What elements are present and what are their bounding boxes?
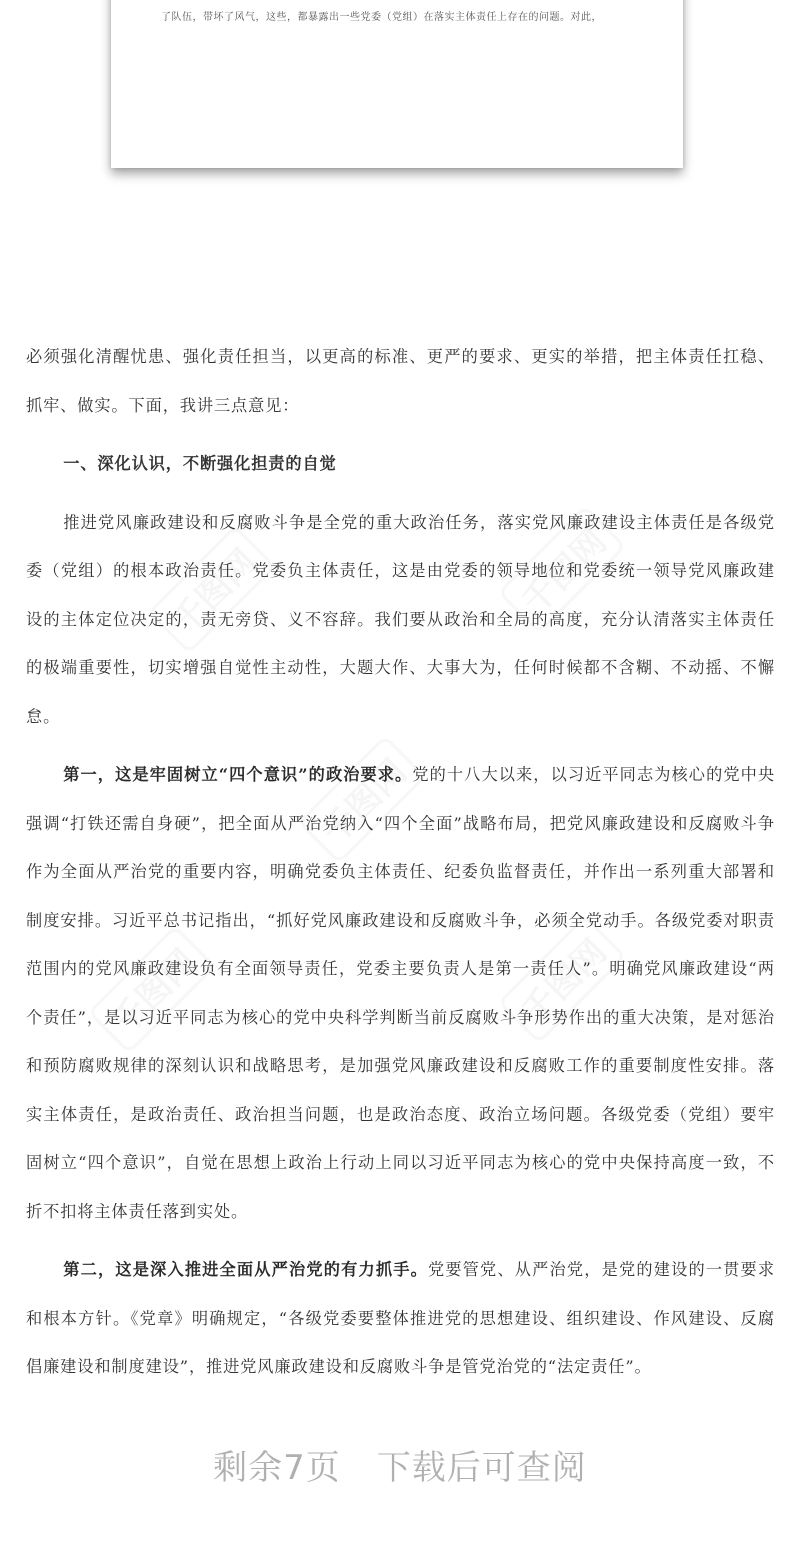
section-heading: 一、深化认识，不断强化担责的自觉 xyxy=(63,454,337,473)
document-body xyxy=(26,333,775,1402)
watermark: 千图网 xyxy=(87,925,216,1054)
document-preview-page xyxy=(111,0,683,168)
watermark: 千图网 xyxy=(497,505,626,634)
point-lead: 第二，这是深入推进全面从严治党的有力抓手。 xyxy=(63,1260,428,1279)
download-hint-label: 下载后可查阅 xyxy=(376,1448,587,1488)
watermark: 千图网 xyxy=(147,525,276,654)
intro-paragraph: 必须强化清醒忧患、强化责任担当，以更高的标准、更严的要求、更实的举措，把主体责任扛稳、抓牢、做实。下面，我讲三点意见： xyxy=(26,347,775,415)
watermark: 千图网 xyxy=(497,915,626,1044)
section-paragraph: 推进党风廉政建设和反腐败斗争是全党的重大政治任务，落实党风廉政建设主体责任是各级党委（党组）的根本政治责任。党委负主体责任，这是由党委的领导地位和党委统一领导党风廉政建设的主体定位决定的，责无旁贷、义不容辞。我们要从政治和全局的高度，充分认清落实主体责任的极端重要性，切实增强自觉性主动性，大题大作、大事大为，任何时候都不含糊、不动摇、不懈怠。 xyxy=(26,512,775,726)
watermark: 千图网 xyxy=(297,735,426,864)
point-paragraph xyxy=(26,1246,775,1392)
point-text: 党的十八大以来，以习近平同志为核心的党中央强调“打铁还需自身硬”，把全面从严治党纳入“四个全面”战略布局，把党风廉政建设和反腐败斗争作为全面从严治党的重要内容，明确党委负主体责任、纪委负监督责任，并作出一系列重大部署和制度安排。习近平总书记指出，“抓好党风廉政建设和反腐败斗争，必须全党动手。各级党委对职责范围内的党风廉政建设负有全面领导责任，党委主要负责人是第一责任人”。明确党风廉政建设“两个责任”，是以习近平同志为核心的党中央科学判断当前反腐败斗争形势作出的重大决策，是对惩治和预防腐败规律的深刻认识和战略思考，是加强党风廉政建设和反腐败工作的重要制度性安排。落实主体责任，是政治责任、政治担当问题，也是政治态度、政治立场问题。各级党委（党组）要牢固树立“四个意识”，自觉在思想上政治上行动上同以习近平同志为核心的党中央保持高度一致，不折不扣将主体责任落到实处。 xyxy=(26,765,775,1221)
point-text: 党要管党、从严治党，是党的建设的一贯要求和根本方针。《党章》明确规定，“各级党委要整体推进党的思想建设、组织建设、作风建设、反腐倡廉建设和制度建设”，推进党风廉政建设和反腐败斗争是管党治党的“法定责任”。 xyxy=(26,1260,776,1376)
preview-text-line: 了队伍，带坏了风气，这些，都暴露出一些党委（党组）在落实主体责任上存在的问题。对此， xyxy=(161,12,602,23)
point-paragraph xyxy=(26,751,775,1236)
point-lead: 第一，这是牢固树立“四个意识”的政治要求。 xyxy=(63,765,413,784)
download-prompt[interactable] xyxy=(0,1440,800,1489)
remaining-pages-label: 剩余7页 xyxy=(213,1448,341,1488)
